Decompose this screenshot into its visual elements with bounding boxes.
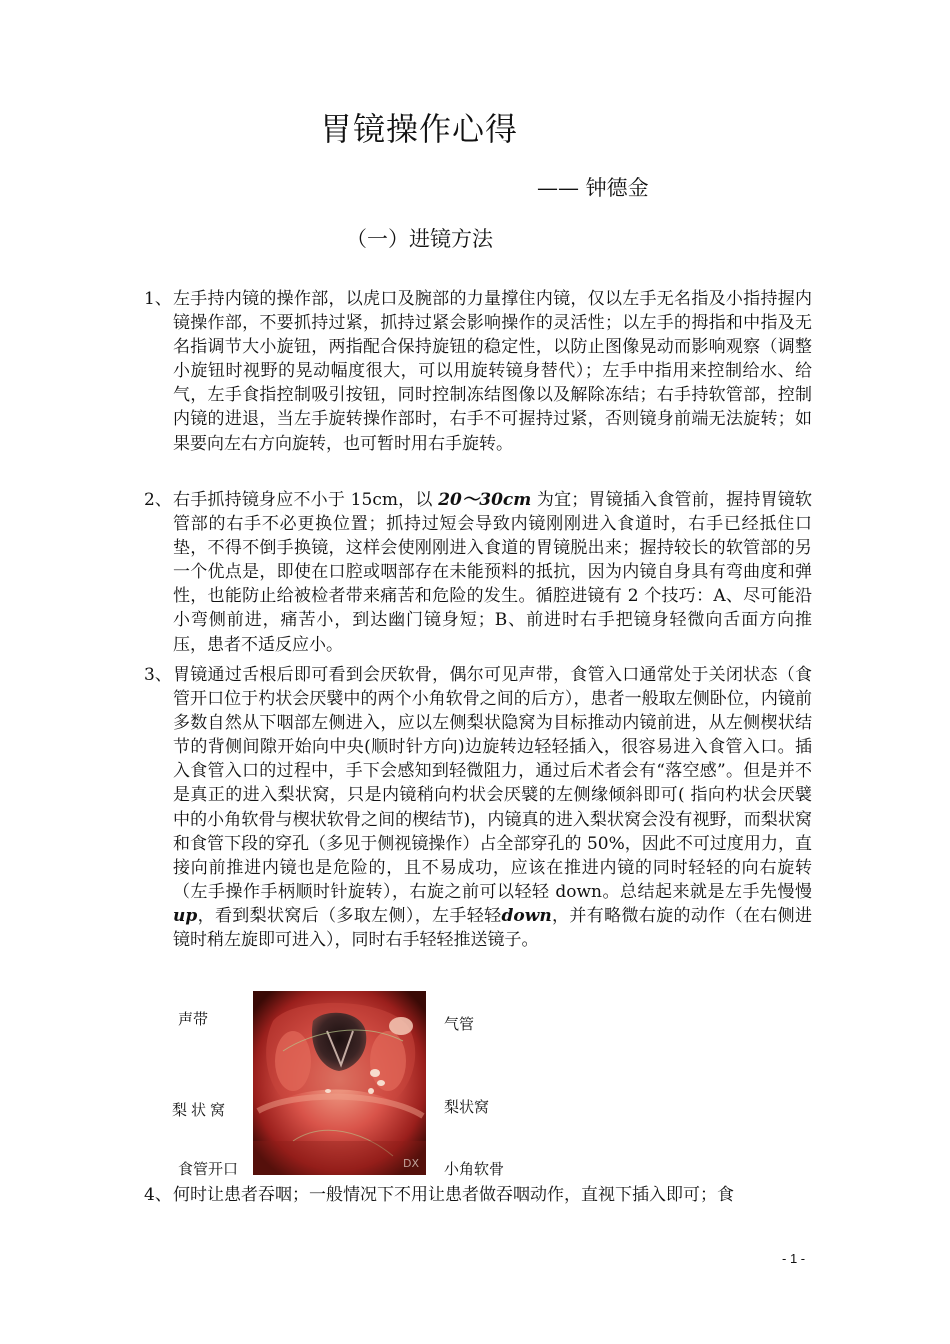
figure-label-esophageal-opening: 食管开口: [178, 1160, 239, 1178]
section-heading: （一）进镜方法: [346, 227, 493, 251]
paragraph-text: 何时让患者吞咽；一般情况下不用让患者做吞咽动作，直视下插入即可；食: [173, 1185, 734, 1205]
numbered-paragraph-1: [144, 287, 812, 456]
text-segment: ，并有略微右旋的动作（在右侧进镜时稍左旋即可进入），同时右手轻轻推送镜子。: [173, 905, 813, 951]
figure-label-vocal-cord: 声带: [178, 1010, 209, 1028]
numbered-paragraph-3: [144, 663, 812, 952]
image-watermark: DX: [403, 1157, 420, 1170]
page-title: 胃镜操作心得: [320, 110, 519, 148]
text-segment: 为宜；胃镜插入食管前，握持胃镜软管部的右手不必更换位置；抓持过短会导致内镜刚刚进入食道时，右手已经抵住口垫，不得不倒手换镜，这样会使刚刚进入食道的胃镜脱出来；握持较长的软管部的另一个优点是，即使在口腔或咽部存在未能预料的抵抗，因为内镜自身具有弯曲度和弹性，也能防止给被检者带来痛苦和危险的发生。循腔进镜有 2 个技巧：A、尽可能沿小弯侧前进，痛苦小，到达幽门镜身短；B、前进时右手把镜身轻微向舌面方向推压，患者不适反应小。: [173, 490, 813, 655]
figure-label-piriform-right: 梨状窝: [444, 1098, 490, 1116]
paragraph-number: 4、: [144, 1185, 172, 1205]
emphasis-text: down: [501, 905, 552, 926]
emphasis-text: up: [173, 905, 198, 926]
paragraph-text: [173, 488, 812, 657]
figure-label-piriform-left: 梨状窝: [172, 1101, 230, 1119]
paragraph-number: 1、: [144, 289, 172, 309]
figure-label-corniculate-cartilage: 小角软骨: [444, 1160, 505, 1178]
page-number: - 1 -: [782, 1251, 806, 1266]
numbered-paragraph-4: [144, 1183, 812, 1207]
text-segment: 胃镜通过舌根后即可看到会厌软骨，偶尔可见声带，食管入口通常处于关闭状态（食管开口位于杓状会厌襞中的两个小角软骨之间的后方），患者一般取左侧卧位，内镜前多数自然从下咽部左侧进入，应以左侧梨状隐窝为目标推动内镜前进，从左侧楔状结节的背侧间隙开始向中央(顺时针方向)边旋转边轻轻插入，很容易进入食管入口。插入食管入口的过程中，手下会感知到轻微阻力，通过后术者会有“落空感”。但是并不是真正的进入梨状窝，只是内镜稍向杓状会厌襞的左侧缘倾斜即可( 指向杓状会厌襞中的小角软骨与楔状软骨之间的楔结节)，内镜真的进入梨状窝会没有视野，而梨状窝和食管下段的穿孔（多见于侧视镜操作）占全部穿孔的 50%，因此不可过度用力，直接向前推进内镜也是危险的，且不易成功，应该在推进内镜的同时轻轻的向右旋转（左手操作手柄顺时针旋转），右旋之前可以轻轻 down。总结起来就是左手先慢慢: [173, 665, 812, 902]
endoscopy-image: [253, 991, 426, 1175]
paragraph-number: 2、: [144, 490, 172, 510]
text-segment: 右手抓持镜身应不小于 15cm，以: [173, 490, 439, 510]
paragraph-text: [173, 663, 812, 952]
text-segment: ，看到梨状窝后（多取左侧），左手轻轻: [197, 905, 502, 926]
emphasis-text: 20～30cm: [438, 490, 532, 510]
author-line: —— 钟德金: [537, 176, 649, 200]
figure-label-trachea: 气管: [444, 1015, 475, 1033]
paragraph-number: 3、: [144, 665, 172, 685]
numbered-paragraph-2: [144, 488, 812, 657]
paragraph-text: 左手持内镜的操作部，以虎口及腕部的力量撑住内镜，仅以左手无名指及小指持握内镜操作部，不要抓持过紧，抓持过紧会影响操作的灵活性；以左手的拇指和中指及无名指调节大小旋钮，两指配合保持旋钮的稳定性，以防止图像晃动而影响观察（调整小旋钮时视野的晃动幅度很大，可以用旋转镜身替代）；左手中指用来控制给水、给气，左手食指控制吸引按钮，同时控制冻结图像以及解除冻结；右手持软管部，控制内镜的进退，当左手旋转操作部时，右手不可握持过紧，否则镜身前端无法旋转；如果要向左右方向旋转，也可暂时用右手旋转。: [173, 289, 812, 454]
